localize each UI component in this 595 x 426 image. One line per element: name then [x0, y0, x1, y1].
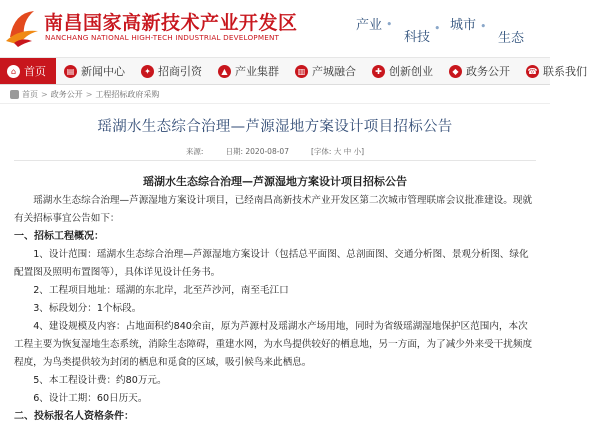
industry-icon: ▲: [218, 65, 231, 78]
home-icon: [10, 90, 19, 99]
slogan-dot: •: [434, 22, 441, 35]
paragraph: 5、本工程设计费：约80万元。: [33, 375, 167, 386]
slogan-word-tech: 科技: [404, 30, 431, 45]
slogan-dot: •: [480, 20, 487, 33]
article-date: [225, 146, 289, 157]
paragraph: 1、设计范围：瑶湖水生态综合治理—芦源湿地方案设计（包括总平面图、总剖面图、交通分析图、景观分析图、绿化配置图及照明布置图等），具体详见设计任务书。: [14, 249, 529, 278]
site-title[interactable]: 南昌国家高新技术产业开发区: [44, 12, 298, 34]
nav-label: 创新创业: [389, 65, 433, 78]
font-size-small-button[interactable]: 小]: [353, 147, 365, 156]
breadcrumb-separator: >: [41, 89, 48, 99]
section-heading: 一、招标工程概况：: [14, 231, 104, 242]
city-icon: ▥: [295, 65, 308, 78]
slogan-word-ecology: 生态: [498, 31, 525, 46]
news-icon: ▤: [64, 65, 77, 78]
nav-item-innovation[interactable]: [364, 58, 441, 84]
nav-item-investment[interactable]: [133, 58, 210, 84]
breadcrumb-separator: >: [85, 89, 93, 99]
breadcrumb-item-home[interactable]: 首页: [22, 89, 38, 99]
font-size-label: [字体:: [310, 147, 332, 156]
contact-icon: ☎: [527, 66, 538, 76]
intro-paragraph: 瑶湖水生态综合治理—芦源湿地方案设计项目，已经南昌高新技术产业开发区第二次城市管理联席会议批准建设。现就有关招标事宜公告如下：: [14, 195, 533, 224]
nav-item-news[interactable]: [56, 58, 133, 84]
font-size-control: [311, 146, 364, 157]
font-size-large-button[interactable]: 大: [333, 147, 342, 156]
innovation-icon: ✚: [372, 65, 385, 78]
slogan-word-industry: 产业: [356, 18, 383, 33]
source-label: 来源:: [185, 147, 204, 156]
slogan: [346, 0, 546, 58]
government-icon: ◆: [449, 65, 462, 78]
slogan-word-city: 城市: [450, 18, 477, 33]
article-title: 瑶湖水生态综合治理—芦源湿地方案设计项目招标公告: [97, 119, 453, 135]
site-subtitle: NANCHANG NATIONAL HIGH-TECH INDUSTRIAL DEVELOPMENT: [45, 33, 280, 42]
nav-label: 产城融合: [312, 65, 356, 78]
nav-label: 首页: [24, 65, 46, 78]
article-meta: [14, 146, 536, 161]
breadcrumb-item-government[interactable]: 政务公开: [50, 89, 83, 99]
body-title: 瑶湖水生态综合治理—芦源湿地方案设计项目招标公告: [143, 175, 407, 188]
paragraph: 2、工程项目地址：瑶湖的东北岸，北至芦沙河，南至毛江口: [33, 285, 289, 296]
nav-label: 政务公开: [466, 65, 510, 78]
slogan-dot: •: [386, 18, 393, 31]
nav-label: 产业集群: [235, 65, 279, 78]
article: [0, 115, 550, 426]
nav-label: 新闻中心: [81, 65, 125, 78]
paragraph: 6、设计工期：60日历天。: [33, 393, 148, 404]
nav-item-home[interactable]: [0, 58, 56, 84]
site-header: [0, 0, 550, 58]
breadcrumb-item-procurement[interactable]: 工程招标政府采购: [95, 89, 160, 99]
nav-item-industry[interactable]: [210, 58, 287, 84]
paragraph: 4、建设规模及内容：占地面积约840余亩，原为芦源村及瑶湖水产场用地，同时为省级瑶湖湿地保护区范围内，本次工程主要为恢复湿地生态系统，消除生态障碍，重建水网，为水鸟提供较好的栖息地，另一方面，为了减少外来受干扰频度程度，为鸟类提供较为封闭的栖息和觅食的区域，吸引候鸟来此栖息。: [14, 321, 533, 368]
nav-label: 联系我们: [543, 65, 587, 78]
date-label: 日期:: [225, 147, 243, 156]
home-icon: ⌂: [7, 65, 20, 78]
font-size-medium-button[interactable]: 中: [343, 147, 352, 156]
paragraph: 3、标段划分：1个标段。: [33, 303, 142, 314]
date-value: 2020-08-07: [245, 147, 289, 156]
logo-icon[interactable]: [4, 7, 40, 47]
nav-item-government[interactable]: [441, 58, 518, 84]
main-nav: [0, 58, 587, 85]
nav-item-contact[interactable]: [518, 58, 595, 84]
breadcrumb: [0, 85, 550, 104]
nav-label: 招商引资: [158, 65, 202, 78]
section-heading: 二、投标报名人资格条件：: [14, 411, 134, 422]
nav-item-city[interactable]: [287, 58, 364, 84]
investment-icon: ✦: [141, 65, 154, 78]
